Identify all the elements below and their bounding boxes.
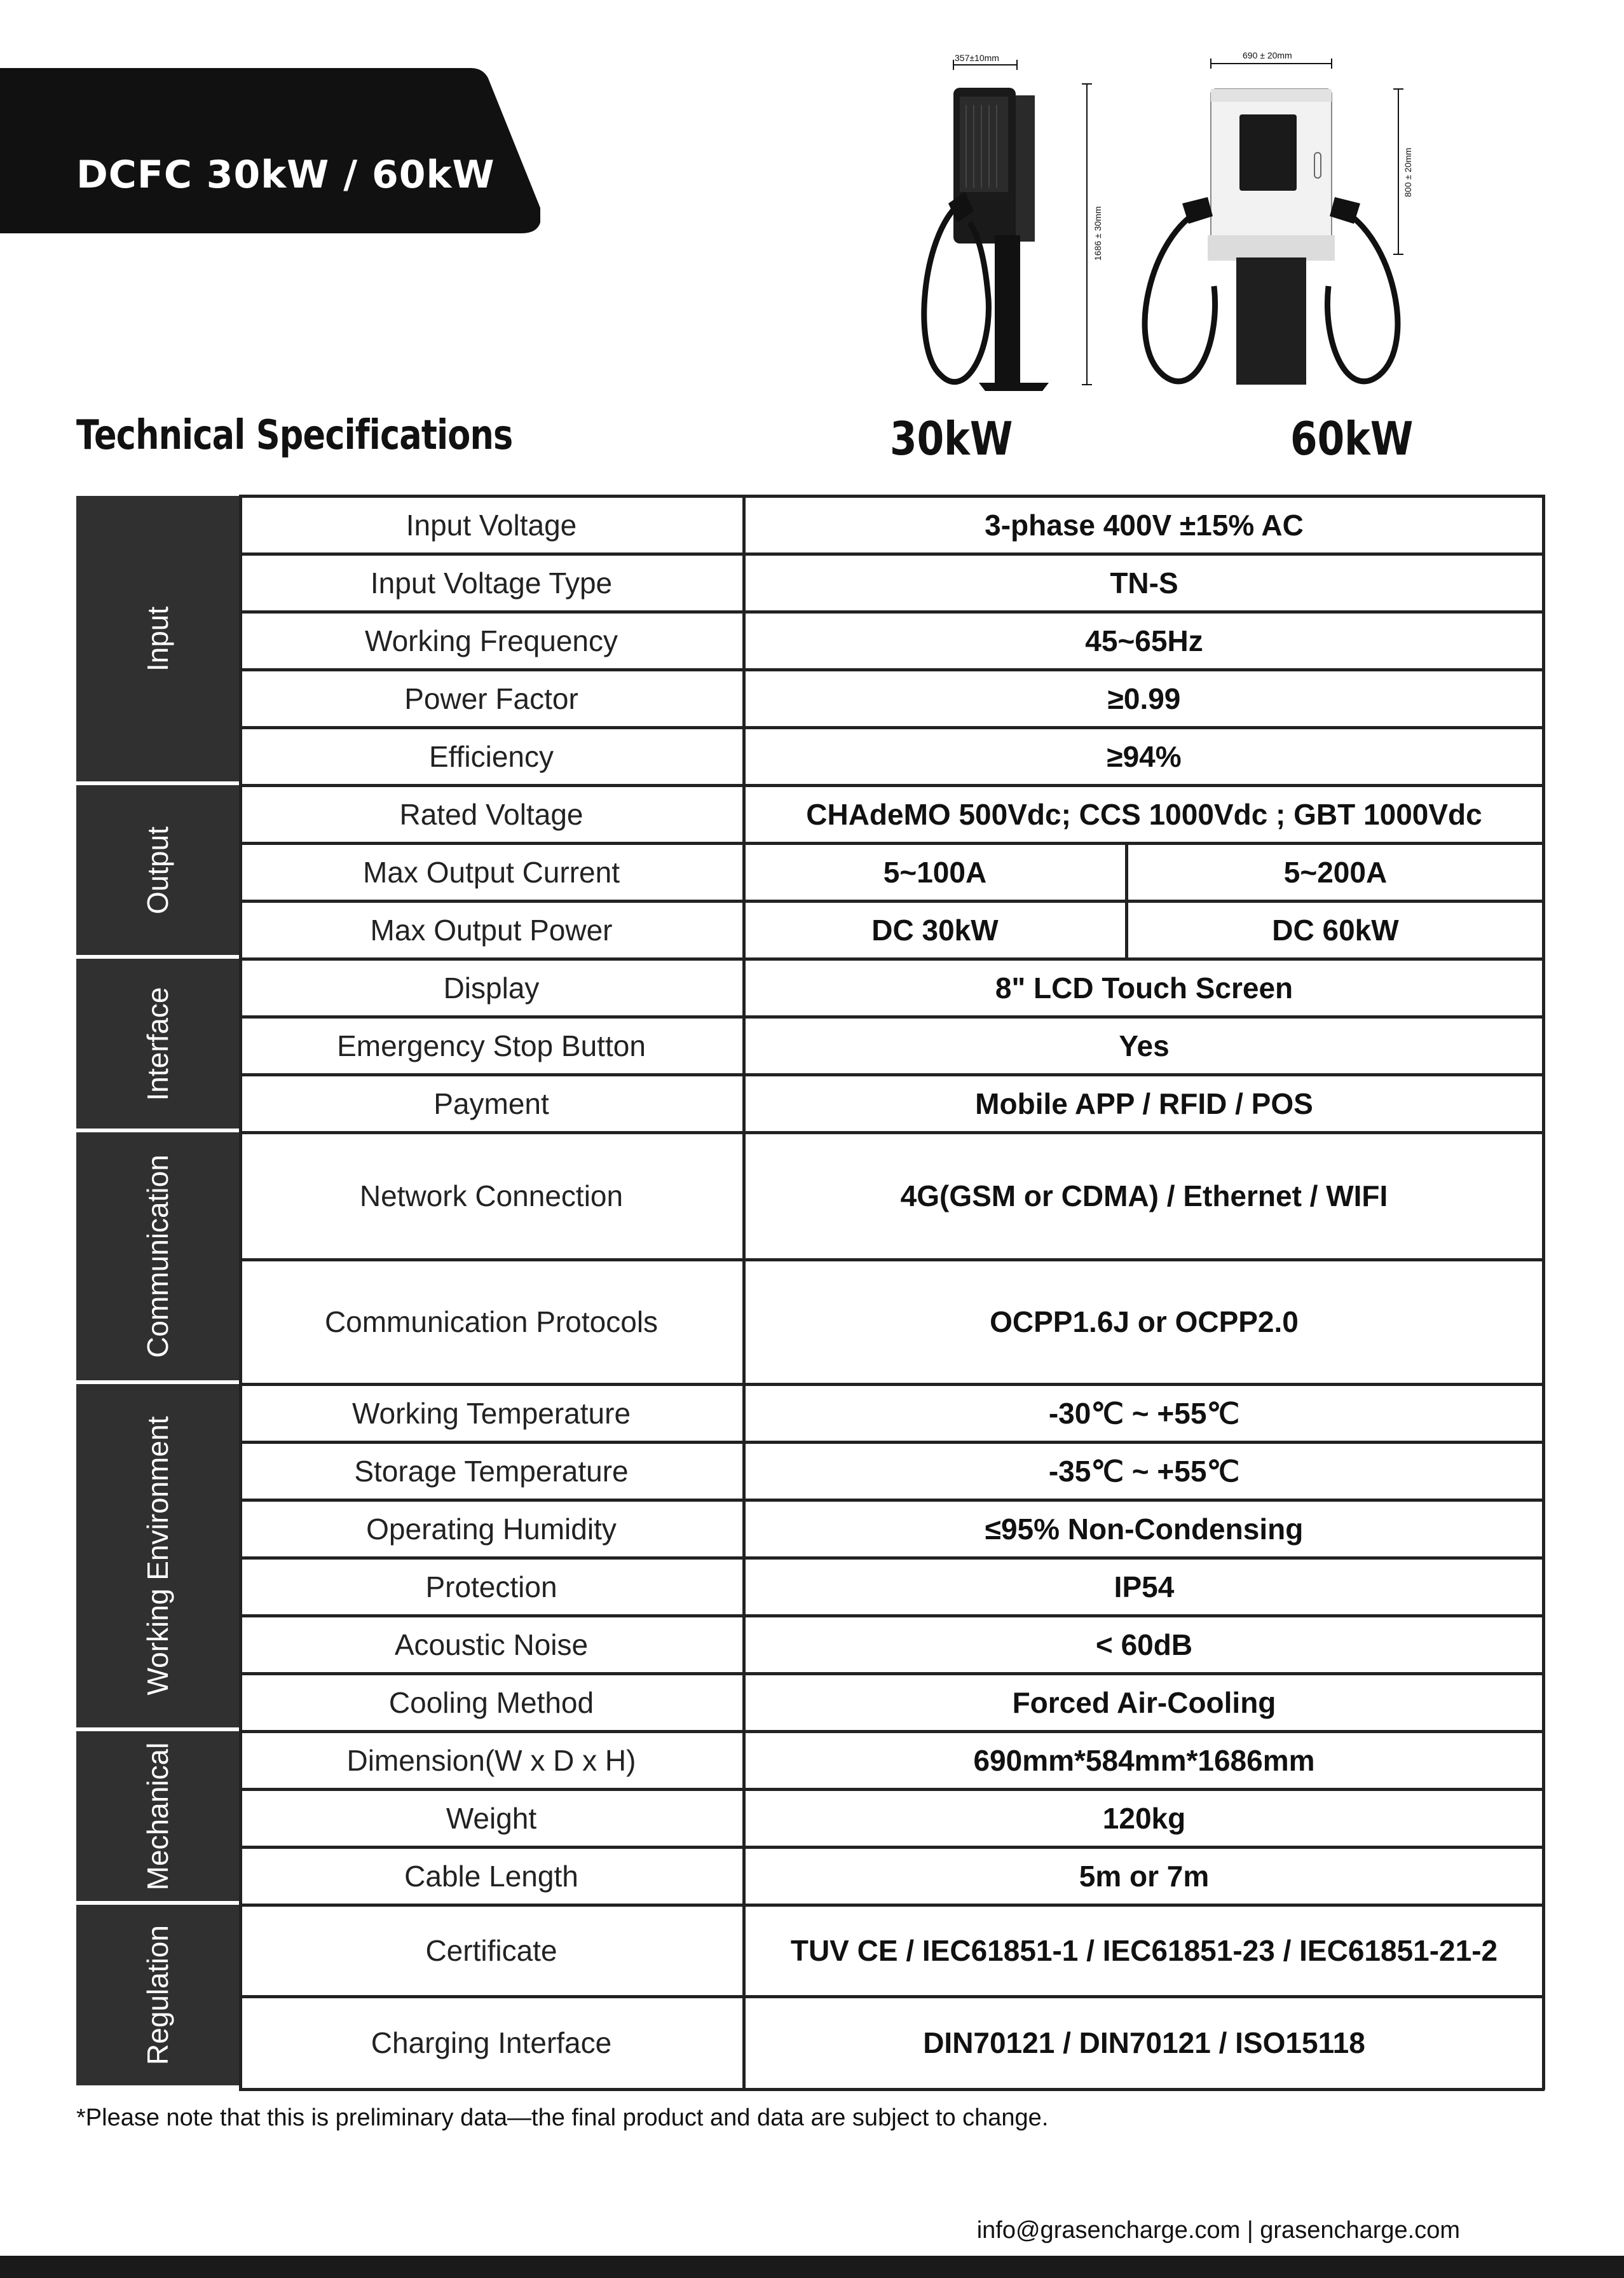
spec-param: Communication Protocols — [324, 1305, 658, 1338]
footnote: *Please note that this is preliminary data—the final product and data are subject to change. — [76, 2104, 1049, 2131]
charger-60kw-drawing — [1112, 45, 1430, 401]
spec-param: Weight — [446, 1801, 537, 1835]
row-divider — [239, 1672, 1545, 1675]
model-label-30kw: 30kW — [890, 412, 1013, 465]
spec-value: 8" LCD Touch Screen — [995, 971, 1293, 1005]
group-cell — [76, 1384, 239, 1731]
row-divider — [239, 726, 1545, 729]
spec-row — [239, 1132, 1545, 1259]
group-label: Regulation — [141, 1925, 174, 2065]
spec-param: Operating Humidity — [366, 1512, 617, 1546]
spec-value: CHAdeMO 500Vdc; CCS 1000Vdc ; GBT 1000Vdc — [806, 797, 1482, 831]
spec-value-30kw: DC 30kW — [871, 913, 999, 947]
spec-param: Input Voltage Type — [370, 566, 613, 600]
spec-param: Emergency Stop Button — [337, 1029, 646, 1062]
spec-row — [239, 843, 1545, 901]
spec-value: TN-S — [1110, 566, 1178, 600]
spec-row — [239, 669, 1545, 727]
row-divider — [239, 552, 1545, 556]
spec-row — [239, 496, 1545, 554]
row-divider — [239, 1073, 1545, 1076]
spec-row — [239, 1259, 1545, 1384]
spec-value-60kw: DC 60kW — [1272, 913, 1399, 947]
spec-row — [239, 1789, 1545, 1847]
spec-row — [239, 1847, 1545, 1905]
row-divider — [239, 1499, 1545, 1502]
section-heading: Technical Specifications — [76, 412, 513, 459]
row-divider — [239, 1614, 1545, 1617]
spec-row — [239, 1616, 1545, 1673]
charger-30kw-drawing — [915, 45, 1131, 394]
spec-row — [239, 1905, 1545, 1996]
spec-row — [239, 959, 1545, 1017]
spec-value: ≥94% — [1107, 739, 1182, 773]
bottom-bar — [0, 2256, 1624, 2278]
row-divider — [239, 1995, 1545, 1998]
row-divider — [239, 2088, 1545, 2091]
spec-row — [239, 1384, 1545, 1442]
group-cell — [76, 959, 239, 1132]
group-cell — [76, 1132, 239, 1384]
spec-value-30kw: 5~100A — [883, 855, 987, 889]
spec-row — [239, 612, 1545, 669]
spec-value: Forced Air-Cooling — [1012, 1685, 1276, 1719]
spec-value: Yes — [1119, 1029, 1170, 1062]
spec-param: Efficiency — [428, 739, 554, 773]
spec-param: Network Connection — [359, 1179, 624, 1212]
spec-param: Storage Temperature — [354, 1454, 629, 1488]
table-right-border — [1542, 495, 1545, 2090]
charger-30-depth-label: 357±10mm — [955, 53, 999, 63]
spec-value: -30℃ ~ +55℃ — [1048, 1396, 1240, 1430]
spec-param: Protection — [425, 1570, 557, 1603]
spec-param: Rated Voltage — [399, 797, 583, 831]
spec-row — [239, 554, 1545, 612]
group-cell — [76, 1731, 239, 1905]
spec-param: Working Frequency — [365, 624, 618, 657]
group-label: Working Environment — [141, 1416, 174, 1696]
spec-param: Acoustic Noise — [394, 1628, 589, 1661]
row-divider — [239, 495, 1545, 498]
spec-value: TUV CE / IEC61851-1 / IEC61851-23 / IEC61851-21-2 — [790, 1934, 1498, 1967]
contact-info: info@grasencharge.com | grasencharge.com — [976, 2217, 1460, 2244]
group-label: Mechanical — [141, 1742, 174, 1890]
group-cell — [76, 1905, 239, 2089]
group-label: Output — [141, 826, 174, 914]
spec-value: OCPP1.6J or OCPP2.0 — [990, 1305, 1299, 1338]
page-title: DCFC 30kW / 60kW — [76, 153, 495, 197]
spec-param: Display — [443, 971, 540, 1005]
group-label: Interface — [141, 987, 174, 1101]
param-value-divider — [742, 495, 746, 2090]
spec-row — [239, 901, 1545, 959]
spec-param: Input Voltage — [406, 508, 577, 542]
row-divider — [239, 842, 1545, 845]
model-label-60kw: 60kW — [1290, 412, 1414, 465]
spec-value: -35℃ ~ +55℃ — [1048, 1454, 1240, 1488]
spec-value: < 60dB — [1095, 1628, 1193, 1661]
row-divider — [239, 1441, 1545, 1444]
spec-value: ≥0.99 — [1107, 682, 1181, 715]
group-cell — [76, 785, 239, 959]
spec-value: Mobile APP / RFID / POS — [975, 1087, 1313, 1120]
spec-value: 5m or 7m — [1079, 1859, 1210, 1893]
row-divider — [239, 1383, 1545, 1386]
spec-param: Power Factor — [404, 682, 578, 715]
spec-param: Cooling Method — [388, 1685, 594, 1719]
spec-row — [239, 1074, 1545, 1132]
spec-value: 120kg — [1102, 1801, 1186, 1835]
charger-30-height-label: 1686 ± 30mm — [1093, 206, 1103, 261]
spec-param: Working Temperature — [351, 1396, 631, 1430]
spec-row — [239, 1731, 1545, 1789]
spec-param: Certificate — [425, 1934, 557, 1967]
spec-row — [239, 1500, 1545, 1558]
charger-60-width-label: 690 ± 20mm — [1243, 50, 1292, 60]
group-label: Input — [141, 606, 174, 671]
spec-row — [239, 1442, 1545, 1500]
row-divider — [239, 1131, 1545, 1134]
spec-row — [239, 727, 1545, 785]
row-divider — [239, 957, 1545, 961]
spec-value: 45~65Hz — [1085, 624, 1203, 657]
spec-row — [239, 1996, 1545, 2089]
spec-row — [239, 1673, 1545, 1731]
spec-row — [239, 1558, 1545, 1616]
spec-value: IP54 — [1114, 1570, 1175, 1603]
spec-param: Max Output Power — [370, 913, 613, 947]
spec-row — [239, 1017, 1545, 1074]
charger-60-height-label: 800 ± 20mm — [1403, 148, 1413, 197]
header-tab — [0, 68, 540, 233]
spec-param: Payment — [433, 1087, 549, 1120]
row-divider — [239, 1015, 1545, 1019]
group-label: Communication — [141, 1155, 174, 1358]
spec-value: 4G(GSM or CDMA) / Ethernet / WIFI — [900, 1179, 1388, 1212]
spec-value: 690mm*584mm*1686mm — [973, 1743, 1315, 1777]
row-divider — [239, 1258, 1545, 1261]
row-divider — [239, 610, 1545, 614]
row-divider — [239, 1556, 1545, 1560]
spec-param: Max Output Current — [363, 855, 620, 889]
row-divider — [239, 1730, 1545, 1733]
row-divider — [239, 1846, 1545, 1849]
spec-param: Charging Interface — [371, 2026, 612, 2059]
row-divider — [239, 900, 1545, 903]
spec-param: Cable Length — [404, 1859, 578, 1893]
row-divider — [239, 1904, 1545, 1907]
row-divider — [239, 1788, 1545, 1791]
spec-value: ≤95% Non-Condensing — [985, 1512, 1304, 1546]
table-left-border — [239, 495, 242, 2090]
spec-table — [76, 496, 1545, 2089]
spec-value-60kw: 5~200A — [1283, 855, 1388, 889]
spec-row — [239, 785, 1545, 843]
spec-value: DIN70121 / DIN70121 / ISO15118 — [923, 2026, 1365, 2059]
row-divider — [239, 784, 1545, 787]
spec-value: 3-phase 400V ±15% AC — [985, 508, 1304, 542]
row-divider — [239, 668, 1545, 671]
spec-param: Dimension(W x D x H) — [346, 1743, 636, 1777]
group-cell — [76, 496, 239, 785]
